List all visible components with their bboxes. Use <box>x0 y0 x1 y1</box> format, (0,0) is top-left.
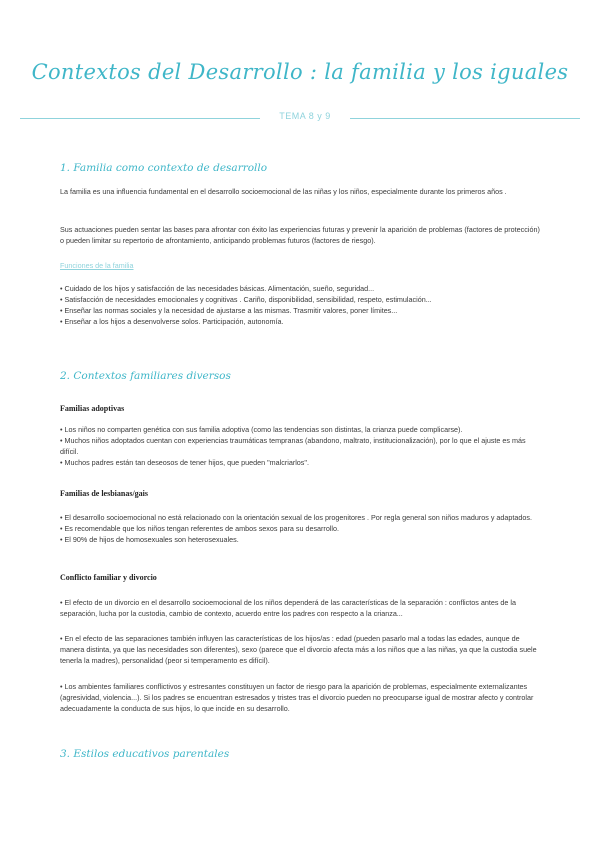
list-item: • Muchos padres están tan deseosos de tener hijos, que pueden "malcriarlos". <box>60 457 540 468</box>
list-item: • Cuidado de los hijos y satisfacción de las necesidades básicas. Alimentación, sueño, seguridad... <box>60 283 540 294</box>
list-item: • Muchos niños adoptados cuentan con experiencias traumáticas tempranas (abandono, maltrato, institucionalización), por lo que el ajuste es más difícil. <box>60 435 540 457</box>
link-funciones-familia[interactable]: Funciones de la familia <box>60 261 134 270</box>
document-subtitle: TEMA 8 y 9 <box>279 111 331 121</box>
list-item: • Es recomendable que los niños tengan referentes de ambos sexos para su desarrollo. <box>60 523 540 534</box>
list-item: • Satisfacción de necesidades emocionales y cognitivas . Cariño, disponibilidad, sensibilidad, respeto, estimulación... <box>60 294 540 305</box>
subheading-familias-adoptivas: Familias adoptivas <box>60 404 125 413</box>
list-lesbianas-gais <box>60 512 540 545</box>
list-funciones <box>60 283 540 327</box>
subheading-conflicto-familiar: Conflicto familiar y divorcio <box>60 573 157 582</box>
section-heading-1: 1. Familia como contexto de desarrollo <box>60 162 268 174</box>
document-title: Contextos del Desarrollo : la familia y los iguales <box>31 60 569 84</box>
list-item: • El desarrollo socioemocional no está relacionado con la orientación sexual de los progenitores . Por regla general son niños maduros y adaptados. <box>60 512 540 523</box>
header-divider-left <box>20 118 260 119</box>
section-heading-2: 2. Contextos familiares diversos <box>60 370 231 382</box>
paragraph-ambientes-conflictivos: • Los ambientes familiares conflictivos y estresantes constituyen un factor de riesgo para la aparición de problemas, especialmente externalizantes (agresividad, violencia...). Si los padres se encuentran estresados y tristes tras el divorcio pueden no preocuparse igual de mostrar afecto y controlar adecuadamente la conducta de sus hijos, lo que incide en su desarrollo. <box>60 682 534 713</box>
header-divider-right <box>350 118 580 119</box>
paragraph-intro: La familia es una influencia fundamental en el desarrollo socioemocional de las niñas y los niños, especialmente durante los primeros años . <box>60 187 507 196</box>
list-adoptivas <box>60 424 540 468</box>
section-heading-3: 3. Estilos educativos parentales <box>60 748 230 760</box>
list-item: • Enseñar las normas sociales y la necesidad de ajustarse a las mismas. Trasmitir valores, poner límites... <box>60 305 540 316</box>
paragraph-factors: Sus actuaciones pueden sentar las bases para afrontar con éxito las experiencias futuras y prevenir la aparición de problemas (factores de protección) o pueden limitar su repertorio de afrontamiento, anticipando problemas futuros (factores de riesgo). <box>60 225 540 245</box>
list-item: • El 90% de hijos de homosexuales son heterosexuales. <box>60 534 540 545</box>
list-item: • Los niños no comparten genética con sus familia adoptiva (como las tendencias son distintas, la crianza puede complicarse). <box>60 424 540 435</box>
paragraph-divorcio-efecto: • El efecto de un divorcio en el desarrollo socioemocional de los niños dependerá de las características de la separación : conflictos antes de la separación, lucha por la custodia, cambio de contexto, acuerdo entre los padres con respecto a la crianza... <box>60 598 516 618</box>
paragraph-separaciones: • En el efecto de las separaciones también influyen las características de los hijos/as : edad (pueden pasarlo mal a todas las edades, aunque de manera distinta, ya que las necesidades son diferentes), sexo (parece que el divorcio afecta más a los niños que a las niñas, ya que la custodia suele tenerla la madres), personalidad (peor si temperamento es difícil). <box>60 634 537 665</box>
subheading-familias-lesbianas-gais: Familias de lesbianas/gais <box>60 489 149 498</box>
list-item: • Enseñar a los hijos a desenvolverse solos. Participación, autonomía. <box>60 316 540 327</box>
